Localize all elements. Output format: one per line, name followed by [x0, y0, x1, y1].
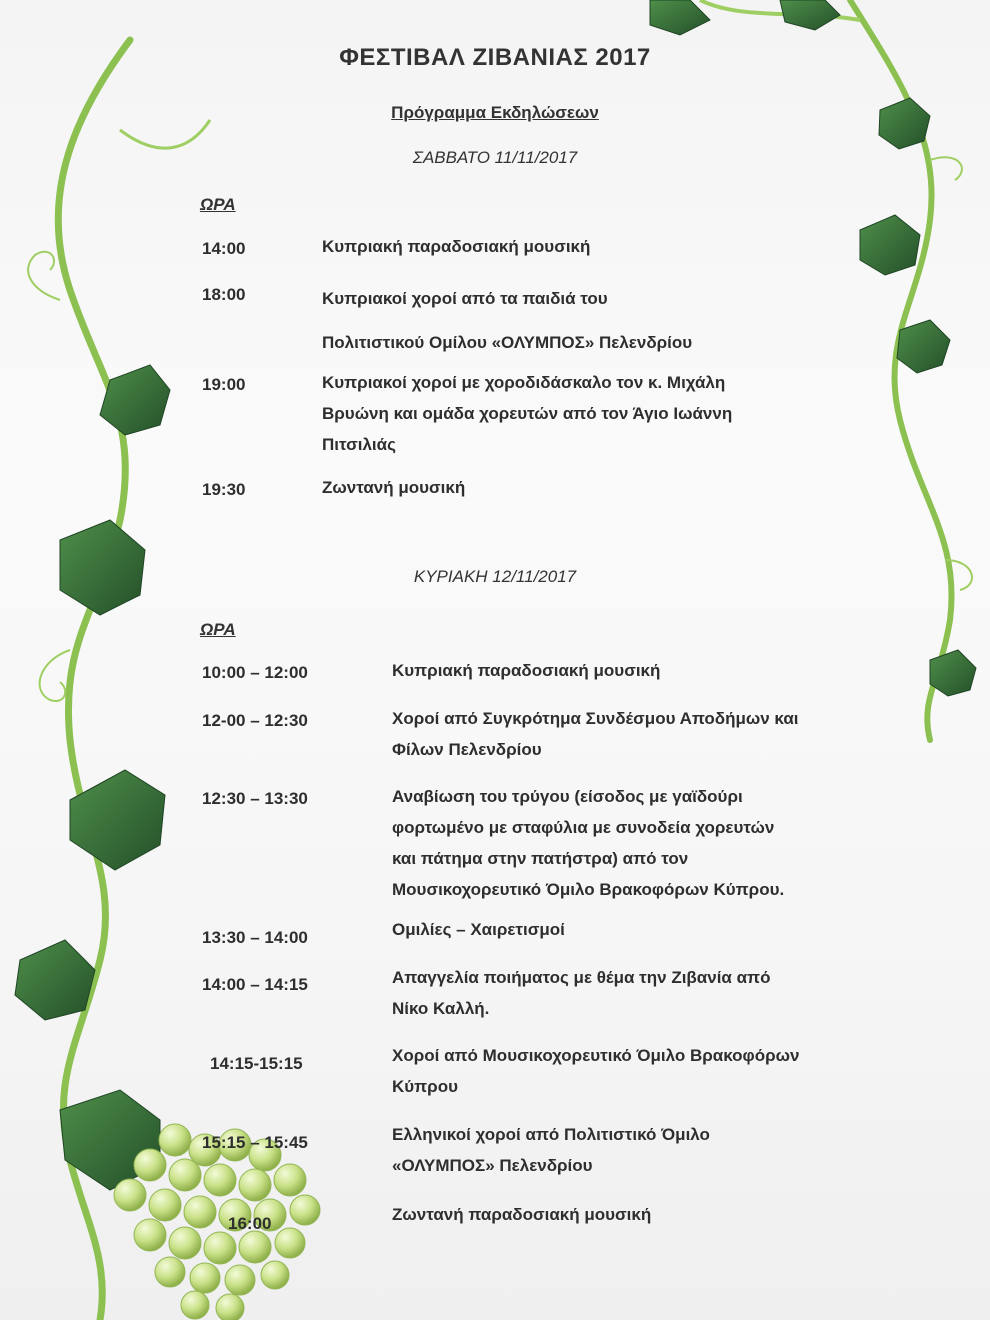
event-time: 19:30: [202, 480, 246, 499]
grape-cluster: [114, 1124, 320, 1320]
event-description: Κυπριακοί χοροί με χοροδιδάσκαλο τον κ. Μιχάλη Βρυώνη και ομάδα χορευτών από τον Άγιο Ιωάννη Πιτσιλιάς: [322, 373, 733, 454]
day-heading-saturday: ΣΑΒΒΑΤΟ 11/11/2017: [412, 148, 578, 167]
event-time: 14:00: [202, 239, 246, 258]
event-description: Ζωντανή μουσική: [322, 478, 466, 497]
event-description: Αναβίωση του τρύγου (είσοδος με γαϊδούρι φορτωμένο με σταφύλια με συνοδεία χορευτών και πάτημα στην πατήστρα) από τον Μουσικοχορευτικό Όμιλο Βρακοφόρων Κύπρου.: [392, 787, 785, 899]
event-time: 14:15-15:15: [210, 1054, 303, 1073]
hour-header-sunday: ΩΡΑ: [200, 620, 236, 639]
event-time: 15:15 – 15:45: [202, 1133, 308, 1152]
event-time: 16:00: [228, 1214, 272, 1233]
event-time: 18:00: [202, 285, 246, 304]
event-description: Ελληνικοί χοροί από Πολιτιστικό Όμιλο «ΟΛΥΜΠΟΣ» Πελενδρίου: [392, 1125, 710, 1175]
day-heading-sunday: ΚΥΡΙΑΚΗ 12/11/2017: [413, 567, 577, 586]
event-description: Ζωντανή παραδοσιακή μουσική: [392, 1205, 652, 1224]
hour-header-saturday: ΩΡΑ: [200, 195, 236, 214]
event-time: 14:00 – 14:15: [202, 975, 308, 994]
event-description: Κυπριακή παραδοσιακή μουσική: [392, 661, 661, 680]
event-time: 12:30 – 13:30: [202, 789, 308, 808]
event-time: 13:30 – 14:00: [202, 928, 308, 947]
event-time: 10:00 – 12:00: [202, 663, 308, 682]
event-time: 12-00 – 12:30: [202, 711, 308, 730]
event-description: Κυπριακή παραδοσιακή μουσική: [322, 237, 591, 256]
event-description: Ομιλίες – Χαιρετισμοί: [392, 920, 565, 939]
event-description: Χοροί από Συγκρότημα Συνδέσμου Αποδήμων και Φίλων Πελενδρίου: [392, 709, 799, 759]
event-description: Χοροί από Μουσικοχορευτικό Όμιλο Βρακοφόρων Κύπρου: [392, 1046, 800, 1096]
program-subtitle: Πρόγραμμα Εκδηλώσεων: [391, 103, 599, 122]
event-time: 19:00: [202, 375, 246, 394]
event-description: Απαγγελία ποιήματος με θέμα την Ζιβανία από Νίκο Καλλή.: [392, 968, 771, 1018]
event-description: Κυπριακοί χοροί από τα παιδιά του Πολιτιστικού Ομίλου «ΟΛΥΜΠΟΣ» Πελενδρίου: [322, 289, 693, 352]
festival-title: ΦΕΣΤΙΒΑΛ ΖΙΒΑΝΙΑΣ 2017: [339, 44, 651, 71]
